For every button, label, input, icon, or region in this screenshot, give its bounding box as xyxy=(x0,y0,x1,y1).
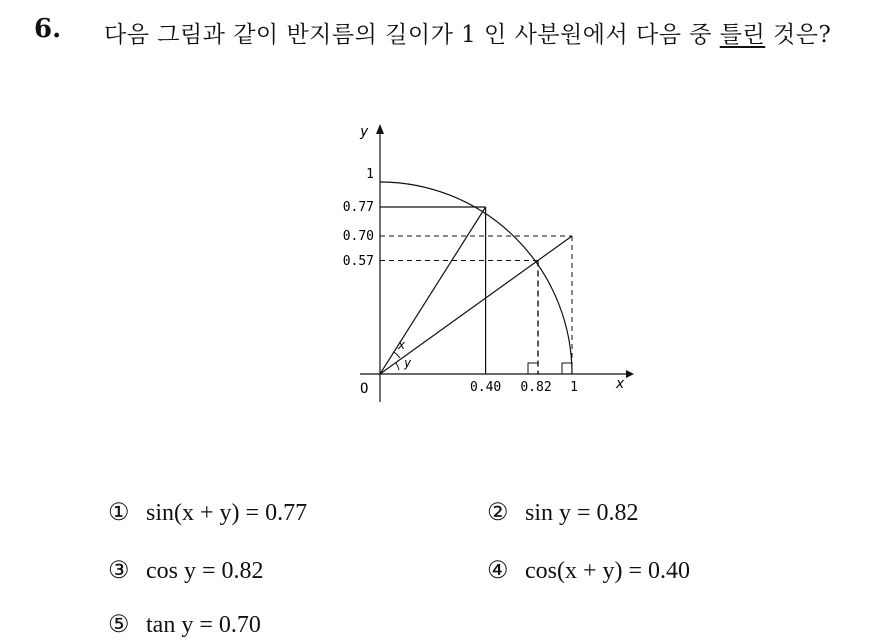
y-tick-label: 1 xyxy=(366,167,374,182)
y-tick-label: 0.57 xyxy=(342,254,374,269)
x-tick-label: 0.82 xyxy=(520,380,552,395)
choice-1[interactable] xyxy=(108,498,307,527)
angle-arc-y xyxy=(396,363,399,370)
choice-mark: ① xyxy=(108,500,130,526)
y-tick-label: 0.77 xyxy=(342,200,374,215)
y-axis-label: y xyxy=(360,124,369,140)
right-angle-mark-0-82 xyxy=(528,363,538,374)
line-to-tangent-point xyxy=(380,236,572,374)
choice-expression: cos y = 0.82 xyxy=(146,558,264,584)
choice-mark: ③ xyxy=(108,558,130,584)
x-tick-label: 1 xyxy=(570,380,578,395)
y-axis-arrow xyxy=(376,124,384,134)
angle-label-x: x xyxy=(398,338,406,352)
x-axis-arrow xyxy=(626,370,634,378)
choice-mark: ④ xyxy=(487,558,509,584)
origin-label: O xyxy=(360,381,369,397)
choice-2[interactable] xyxy=(487,498,639,527)
question-emphasis: 틀린 xyxy=(719,22,766,48)
quarter-circle-figure xyxy=(320,110,640,410)
angle-label-y: y xyxy=(404,356,412,370)
choice-expression: tan y = 0.70 xyxy=(146,612,261,638)
question-number: 6. xyxy=(34,14,62,44)
figure-svg xyxy=(320,110,640,410)
y-tick-label: 0.70 xyxy=(342,229,374,244)
choice-expression: sin(x + y) = 0.77 xyxy=(146,500,308,526)
choice-expression: sin y = 0.82 xyxy=(525,500,639,526)
choice-mark: ② xyxy=(487,500,509,526)
question-text-after: 것은? xyxy=(765,22,832,48)
angle-arc-x xyxy=(394,352,400,358)
question-text xyxy=(104,16,874,54)
choice-3[interactable] xyxy=(108,556,264,585)
quarter-circle-arc xyxy=(380,182,572,374)
choice-mark: ⑤ xyxy=(108,612,130,638)
question-text-before: 다음 그림과 같이 반지름의 길이가 1 인 사분원에서 다음 중 xyxy=(104,22,720,48)
x-axis-label: x xyxy=(616,376,625,392)
choice-4[interactable] xyxy=(487,556,690,585)
radius-to-upper-point xyxy=(380,207,486,374)
choice-5[interactable] xyxy=(108,610,261,639)
choice-expression: cos(x + y) = 0.40 xyxy=(525,558,691,584)
right-angle-mark-1 xyxy=(562,363,572,374)
x-tick-label: 0.40 xyxy=(469,380,502,395)
